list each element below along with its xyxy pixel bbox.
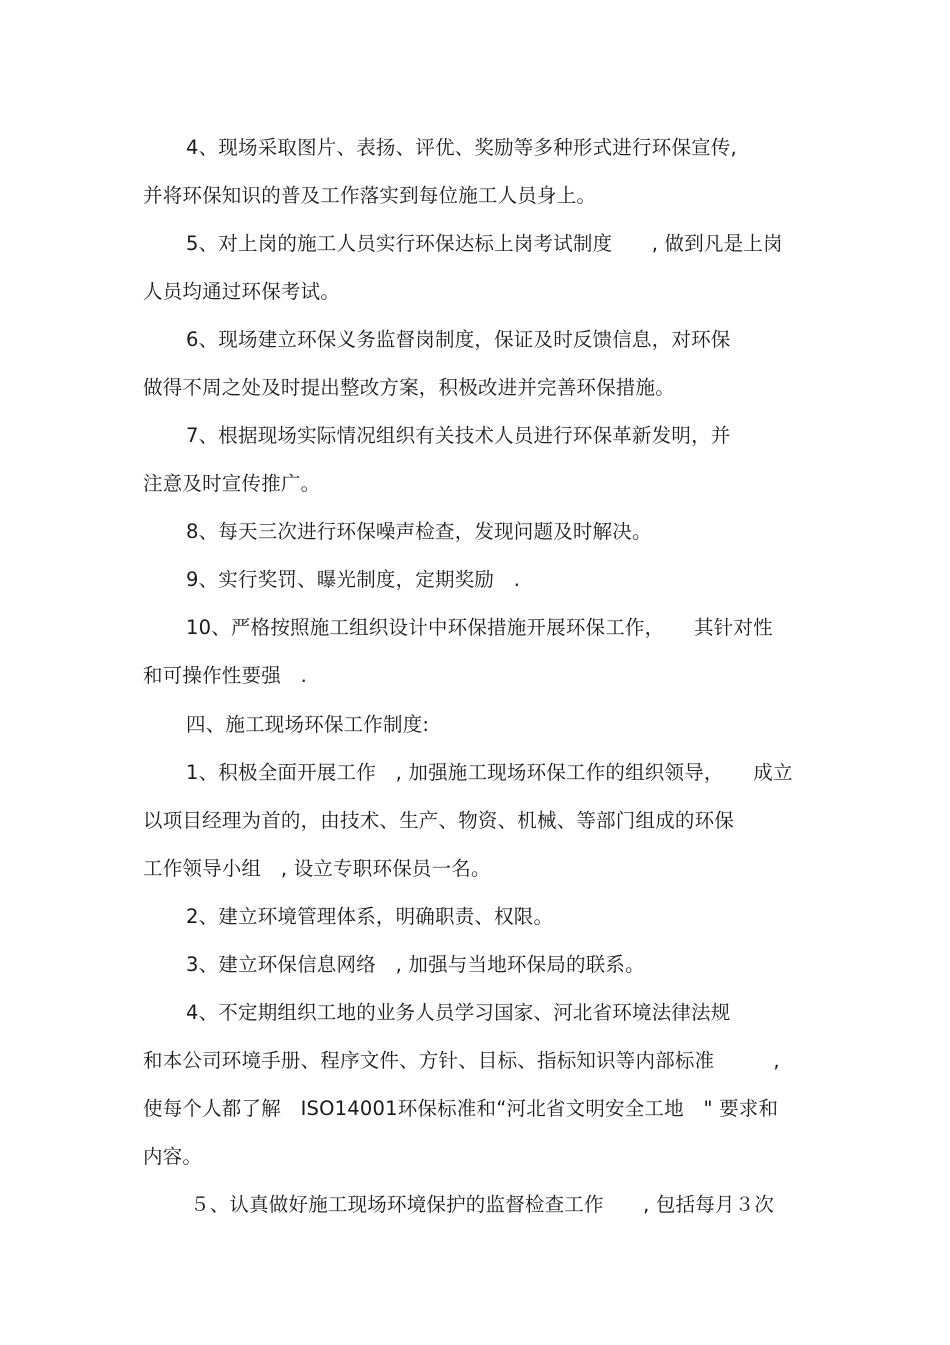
paragraph-line: ５、认真做好施工现场环境保护的监督检查工作 , 包括每月３次 — [190, 1193, 775, 1216]
paragraph-line: 和本公司环境手册、程序文件、方针、目标、指标知识等内部标准 , — [143, 1049, 780, 1072]
paragraph-line: 4、现场采取图片、表扬、评优、奖励等多种形式进行环保宣传, — [186, 136, 737, 159]
paragraph-line: 2、建立环境管理体系，明确职责、权限。 — [186, 905, 554, 928]
paragraph-line: 10、严格按照施工组织设计中环保措施开展环保工作， 其针对性 — [186, 616, 773, 639]
paragraph-line: 做得不周之处及时提出整改方案，积极改进并完善环保措施。 — [143, 376, 675, 399]
paragraph-line: 6、现场建立环保义务监督岗制度，保证及时反馈信息，对环保 — [186, 328, 731, 351]
paragraph-line: 9、实行奖罚、曝光制度，定期奖励 . — [186, 568, 521, 591]
paragraph-line: 3、建立环保信息网络 , 加强与当地环保局的联系。 — [186, 953, 645, 976]
paragraph-line: 工作领导小组 , 设立专职环保员一名。 — [143, 857, 491, 880]
paragraph-line: 5、对上岗的施工人员实行环保达标上岗考试制度 , 做到凡是上岗 — [186, 232, 783, 255]
paragraph-line: 使每个人都了解 ISO14001环保标准和“河北省文明安全工地 " 要求和 — [143, 1097, 779, 1120]
paragraph-line: 内容。 — [143, 1145, 203, 1168]
paragraph-line: 人员均通过环保考试。 — [143, 280, 341, 303]
paragraph-line: 并将环保知识的普及工作落实到每位施工人员身上。 — [143, 184, 597, 207]
paragraph-line: 8、每天三次进行环保噪声检查，发现问题及时解决。 — [186, 520, 652, 543]
paragraph-line: 注意及时宣传推广。 — [143, 472, 321, 495]
paragraph-line: 4、不定期组织工地的业务人员学习国家、河北省环境法律法规 — [186, 1001, 731, 1024]
paragraph-line: 以项目经理为首的，由技术、生产、物资、机械、等部门组成的环保 — [143, 809, 735, 832]
paragraph-line: 和可操作性要强 . — [143, 664, 307, 687]
section-heading: 四、施工现场环保工作制度: — [186, 713, 430, 736]
paragraph-line: 7、根据现场实际情况组织有关技术人员进行环保革新发明，并 — [186, 424, 731, 447]
paragraph-line: 1、积极全面开展工作 , 加强施工现场环保工作的组织领导， 成立 — [186, 761, 793, 784]
